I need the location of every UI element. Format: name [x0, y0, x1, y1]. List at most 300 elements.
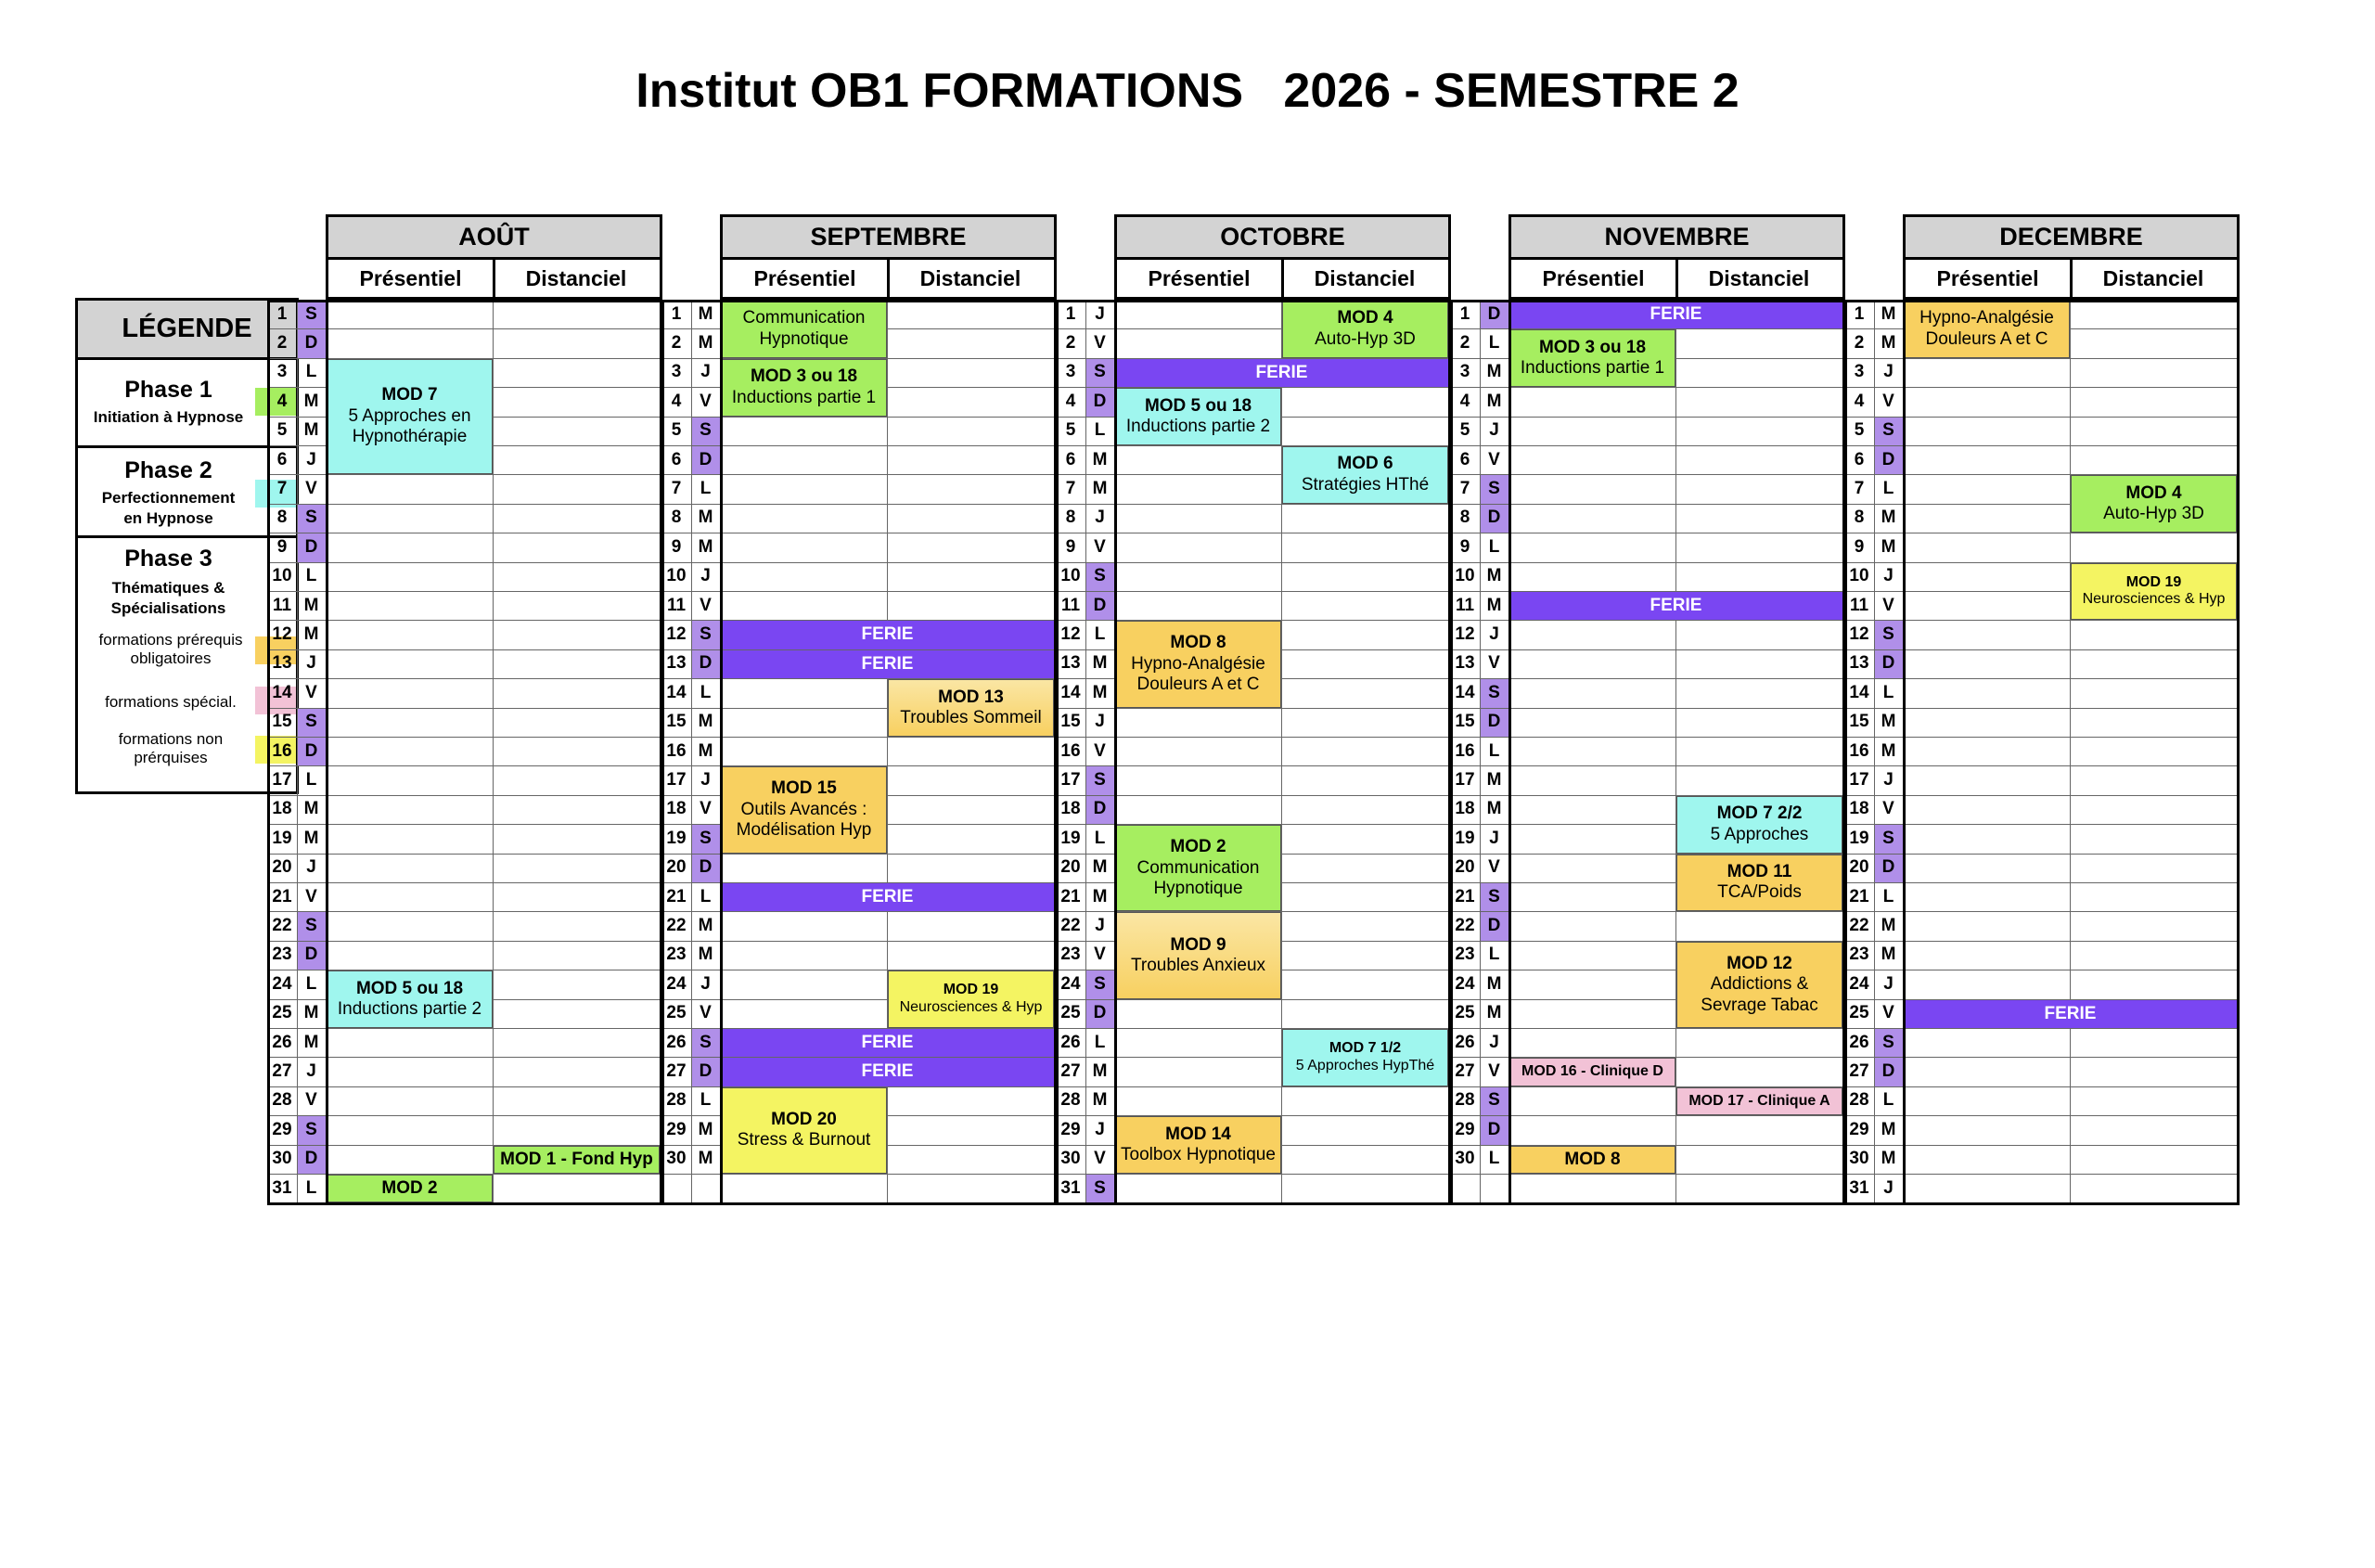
course-title: MOD 16 - Clinique D: [1521, 1063, 1663, 1080]
day-number: 3: [1459, 362, 1470, 382]
day-letter: D: [1487, 303, 1501, 324]
day-letter: D: [304, 945, 318, 965]
course-subtitle: 5 Approches HypThé: [1295, 1057, 1435, 1073]
day-number: 18: [272, 799, 292, 819]
day-letter: L: [700, 682, 712, 702]
day-number: 28: [1849, 1090, 1869, 1111]
day-number: 29: [666, 1119, 687, 1139]
day-letter: V: [1488, 1061, 1500, 1082]
day-number: 6: [1459, 449, 1470, 469]
day-number: 20: [1455, 857, 1475, 878]
ferie-label: FERIE: [1255, 362, 1308, 382]
legend-prerequis-label: [78, 631, 263, 668]
day-number: 23: [1060, 945, 1081, 965]
day-number: 1: [1065, 303, 1076, 324]
ferie-label: FERIE: [1650, 303, 1702, 324]
day-number: 16: [1849, 740, 1869, 761]
day-letter: L: [700, 479, 712, 499]
day-letter: M: [303, 1032, 319, 1052]
day-letter: D: [1093, 799, 1107, 819]
day-letter: L: [305, 1177, 317, 1198]
course-subtitle: Douleurs A et C: [1136, 675, 1260, 695]
day-letter: J: [306, 449, 316, 469]
day-number: 14: [666, 682, 687, 702]
day-number: 12: [272, 624, 292, 645]
course-subtitle: Inductions partie 2: [337, 999, 482, 1020]
legend-phase2-subtitle-1: Perfectionnement: [101, 489, 236, 507]
day-letter: L: [1488, 740, 1500, 761]
day-number: 4: [1854, 391, 1865, 411]
day-number: 13: [1455, 653, 1475, 674]
day-number: 15: [1849, 712, 1869, 732]
day-letter: M: [1092, 1090, 1108, 1111]
legend-phase3-subtitle-1: Thématiques &: [111, 579, 225, 597]
day-number: 25: [1455, 1003, 1475, 1023]
course-subtitle: Neurosciences & Hyp: [899, 999, 1043, 1016]
day-letter: S: [1488, 1090, 1500, 1111]
presentiel-header: Présentiel: [1114, 260, 1284, 300]
day-letter: L: [305, 566, 317, 586]
day-letter: D: [1093, 1003, 1107, 1023]
day-letter: M: [698, 1119, 713, 1139]
course-subtitle: Hypnotique: [759, 328, 849, 349]
day-letter: M: [1092, 682, 1108, 702]
day-number: 12: [1060, 624, 1081, 645]
day-number: 13: [272, 653, 292, 674]
day-number: 9: [1854, 536, 1865, 557]
day-number: 11: [666, 595, 687, 615]
day-number: 7: [1459, 479, 1470, 499]
day-letter: L: [700, 1090, 712, 1111]
day-number: 10: [666, 566, 687, 586]
day-number: 15: [1455, 712, 1475, 732]
day-letter: V: [1882, 799, 1894, 819]
course-title: MOD 4: [2125, 482, 2182, 503]
day-number: 11: [1060, 595, 1081, 615]
course-subtitle: Douleurs A et C: [1925, 328, 2048, 349]
course-title: MOD 19: [943, 982, 999, 998]
day-letter: M: [1881, 712, 1896, 732]
day-number: 5: [276, 420, 288, 441]
day-letter: L: [1094, 828, 1106, 848]
day-letter: D: [1487, 1119, 1501, 1139]
day-letter: M: [1486, 391, 1502, 411]
day-number: 7: [1065, 479, 1076, 499]
day-letter: J: [306, 653, 316, 674]
day-number: 2: [671, 333, 682, 353]
day-number: 29: [1849, 1119, 1869, 1139]
course-title: Communication: [742, 308, 866, 328]
day-letter: M: [1486, 566, 1502, 586]
day-letter: L: [1882, 886, 1894, 906]
month-columns-outline: [1508, 300, 1845, 1205]
day-number: 16: [666, 740, 687, 761]
day-letter: M: [698, 945, 713, 965]
day-letter: S: [700, 420, 712, 441]
day-number: 6: [1065, 449, 1076, 469]
day-letter: J: [1095, 1119, 1105, 1139]
day-number: 3: [671, 362, 682, 382]
day-number: 19: [1849, 828, 1869, 848]
day-number: 26: [1060, 1032, 1081, 1052]
day-number: 7: [276, 479, 288, 499]
day-letter: J: [1883, 973, 1894, 994]
day-letter: M: [698, 536, 713, 557]
day-number: 23: [1849, 945, 1869, 965]
day-letter: V: [305, 886, 317, 906]
day-letter: J: [1095, 712, 1105, 732]
course-title: MOD 3 ou 18: [1538, 337, 1647, 357]
course-title: MOD 1 - Fond Hyp: [500, 1149, 653, 1169]
ferie-label: FERIE: [2044, 1003, 2097, 1023]
day-letter: M: [1092, 886, 1108, 906]
day-letter: S: [700, 1032, 712, 1052]
month-header: AOÛT: [326, 214, 662, 260]
day-letter: L: [305, 770, 317, 790]
day-number: 9: [1459, 536, 1470, 557]
day-letter: J: [1489, 828, 1499, 848]
day-number: 22: [272, 916, 292, 936]
day-letter: M: [303, 799, 319, 819]
day-number: 10: [272, 566, 292, 586]
day-letter: D: [1881, 857, 1895, 878]
day-number: 24: [1060, 973, 1081, 994]
legend-heading: LÉGENDE: [78, 301, 296, 360]
day-number: 26: [1455, 1032, 1475, 1052]
day-letter: S: [1094, 973, 1106, 994]
day-number: 29: [1455, 1119, 1475, 1139]
day-letter: D: [699, 449, 712, 469]
day-letter: V: [1094, 333, 1106, 353]
course-title: MOD 20: [771, 1109, 837, 1129]
course-subtitle: Hypno-Analgésie: [1131, 653, 1265, 674]
day-letter: D: [699, 857, 712, 878]
day-letter: M: [1486, 1003, 1502, 1023]
legend-non-prerequis-label: [78, 730, 263, 767]
course-title: MOD 2: [381, 1177, 438, 1198]
ferie-label: FERIE: [1650, 595, 1702, 615]
course-title: MOD 4: [1337, 308, 1393, 328]
day-letter: M: [1881, 333, 1896, 353]
day-number: 28: [272, 1090, 292, 1111]
day-letter: J: [306, 857, 316, 878]
day-number: 23: [1455, 945, 1475, 965]
day-number: 18: [1849, 799, 1869, 819]
day-letter: J: [1489, 624, 1499, 645]
day-letter: L: [1882, 479, 1894, 499]
day-letter: S: [1882, 828, 1894, 848]
day-letter: S: [700, 828, 712, 848]
day-number: 1: [276, 303, 288, 324]
course-title: MOD 11: [1727, 862, 1792, 882]
day-letter: S: [1488, 479, 1500, 499]
day-letter: V: [1488, 653, 1500, 674]
day-number: 5: [1854, 420, 1865, 441]
day-number: 6: [1854, 449, 1865, 469]
day-number: 13: [1849, 653, 1869, 674]
day-number: 8: [671, 508, 682, 528]
ferie-label: FERIE: [861, 1061, 914, 1082]
day-number: 8: [276, 508, 288, 528]
day-number: 13: [1060, 653, 1081, 674]
month-columns-outline: [326, 300, 662, 1205]
day-letter: V: [305, 1090, 317, 1111]
day-number: 16: [272, 740, 292, 761]
course-subtitle: Sevrage Tabac: [1701, 995, 1818, 1015]
month-columns-outline: [720, 300, 1057, 1205]
day-number: 2: [1065, 333, 1076, 353]
day-letter: V: [700, 1003, 712, 1023]
course-subtitle: Auto-Hyp 3D: [2103, 504, 2204, 524]
legend-non-prerequis-line-1: formations non: [118, 730, 224, 748]
day-number: 9: [276, 536, 288, 557]
course-subtitle: Inductions partie 1: [1520, 358, 1665, 379]
day-letter: M: [1881, 740, 1896, 761]
day-letter: D: [304, 536, 318, 557]
day-letter: M: [1092, 857, 1108, 878]
course-subtitle: Communication: [1136, 857, 1260, 878]
day-letter: D: [1093, 595, 1107, 615]
day-letter: S: [1094, 362, 1106, 382]
day-number: 17: [666, 770, 687, 790]
day-letter: L: [1488, 333, 1500, 353]
course-subtitle: Neurosciences & Hyp: [2082, 591, 2226, 608]
day-letter: S: [1882, 1032, 1894, 1052]
month-header: OCTOBRE: [1114, 214, 1451, 260]
day-number: 6: [671, 449, 682, 469]
day-number: 30: [1849, 1149, 1869, 1169]
day-letter: J: [1095, 916, 1105, 936]
day-letter: J: [700, 973, 711, 994]
day-letter: J: [700, 362, 711, 382]
day-number: 5: [1459, 420, 1470, 441]
day-letter: J: [1883, 566, 1894, 586]
course-subtitle: Auto-Hyp 3D: [1315, 328, 1416, 349]
day-number: 17: [272, 770, 292, 790]
day-letter: S: [305, 303, 317, 324]
day-number: 4: [1459, 391, 1470, 411]
day-number: 4: [671, 391, 682, 411]
day-number: 11: [272, 595, 292, 615]
day-number: 14: [1849, 682, 1869, 702]
day-number: 3: [1065, 362, 1076, 382]
legend-special-label: formations spécial.: [105, 693, 237, 711]
day-letter: D: [304, 1149, 318, 1169]
day-number: 31: [272, 1177, 292, 1198]
day-number: 10: [1455, 566, 1475, 586]
day-letter: M: [303, 828, 319, 848]
day-number: 30: [272, 1149, 292, 1169]
day-letter: V: [1488, 857, 1500, 878]
day-number: 30: [1060, 1149, 1081, 1169]
day-number: 3: [1854, 362, 1865, 382]
day-number: 20: [1060, 857, 1081, 878]
day-number: 14: [272, 682, 292, 702]
legend-prerequis-line-2: obligatoires: [130, 649, 212, 668]
day-number: 18: [1060, 799, 1081, 819]
distanciel-header: Distanciel: [2070, 260, 2240, 300]
day-letter: M: [1486, 362, 1502, 382]
legend: [75, 298, 299, 794]
day-letter: M: [303, 595, 319, 615]
day-number: 22: [666, 916, 687, 936]
day-number: 23: [272, 945, 292, 965]
day-number: 11: [1455, 595, 1475, 615]
day-number: 20: [1849, 857, 1869, 878]
day-letter: V: [1488, 449, 1500, 469]
day-number: 12: [666, 624, 687, 645]
day-letter: M: [1881, 916, 1896, 936]
day-letter: S: [1488, 886, 1500, 906]
legend-phase2: [78, 448, 296, 538]
day-letter: D: [304, 740, 318, 761]
course-subtitle: Modélisation Hyp: [736, 820, 872, 841]
course-subtitle: 5 Approches: [1710, 824, 1809, 844]
day-number: 3: [276, 362, 288, 382]
course-subtitle: Outils Avancés :: [740, 799, 867, 819]
day-letter: J: [700, 770, 711, 790]
course-subtitle: Troubles Sommeil: [900, 708, 1042, 728]
day-number: 27: [1849, 1061, 1869, 1082]
day-letter: L: [1488, 945, 1500, 965]
day-letter: L: [1488, 1149, 1500, 1169]
day-letter: J: [1883, 362, 1894, 382]
day-number: 2: [276, 333, 288, 353]
day-number: 27: [666, 1061, 687, 1082]
legend-phase2-title: Phase 2: [124, 457, 212, 483]
day-letter: V: [305, 682, 317, 702]
day-number: 30: [666, 1149, 687, 1169]
day-letter: J: [1489, 420, 1499, 441]
course-title: MOD 12: [1727, 953, 1792, 973]
day-letter: M: [1486, 973, 1502, 994]
day-letter: M: [1881, 945, 1896, 965]
day-number: 27: [272, 1061, 292, 1082]
day-letter: L: [1094, 624, 1106, 645]
day-letter: M: [1881, 536, 1896, 557]
course-subtitle: Hypnothérapie: [352, 427, 468, 447]
day-number: 17: [1060, 770, 1081, 790]
day-number: 6: [276, 449, 288, 469]
day-letter: S: [1094, 770, 1106, 790]
day-number: 30: [1455, 1149, 1475, 1169]
day-number: 21: [272, 886, 292, 906]
day-number: 22: [1060, 916, 1081, 936]
day-number: 23: [666, 945, 687, 965]
day-letter: V: [1882, 391, 1894, 411]
day-number: 25: [1849, 1003, 1869, 1023]
day-letter: V: [1094, 740, 1106, 761]
day-number: 24: [1849, 973, 1869, 994]
legend-non-prerequis-line-2: prérquises: [134, 749, 208, 767]
day-letter: M: [698, 333, 713, 353]
day-number: 28: [666, 1090, 687, 1111]
presentiel-header: Présentiel: [1903, 260, 2073, 300]
day-letter: M: [1881, 1149, 1896, 1169]
day-number: 16: [1455, 740, 1475, 761]
day-number: 28: [1060, 1090, 1081, 1111]
presentiel-header: Présentiel: [1508, 260, 1678, 300]
day-letter: V: [700, 595, 712, 615]
day-letter: D: [699, 1061, 712, 1082]
day-number: 4: [276, 391, 288, 411]
course-subtitle: Addictions &: [1710, 974, 1809, 995]
month-columns-outline: [1114, 300, 1451, 1205]
course-title: MOD 19: [2125, 573, 2182, 590]
day-number: 29: [272, 1119, 292, 1139]
legend-prerequis-line-1: formations prérequis: [98, 631, 243, 649]
day-number: 24: [272, 973, 292, 994]
day-letter: J: [700, 566, 711, 586]
course-subtitle: TCA/Poids: [1717, 882, 1802, 903]
day-letter: M: [1486, 595, 1502, 615]
day-letter: L: [1094, 420, 1106, 441]
day-letter: L: [1882, 1090, 1894, 1111]
day-number: 15: [272, 712, 292, 732]
legend-phase1-subtitle: Initiation à Hypnose: [93, 408, 244, 426]
course-subtitle: Hypnotique: [1153, 878, 1243, 898]
day-number: 7: [671, 479, 682, 499]
day-letter: M: [1092, 653, 1108, 674]
day-letter: V: [1882, 1003, 1894, 1023]
day-number: 2: [1854, 333, 1865, 353]
day-number: 14: [1060, 682, 1081, 702]
day-letter: M: [1486, 770, 1502, 790]
day-letter: D: [1487, 508, 1501, 528]
day-letter: L: [305, 973, 317, 994]
day-number: 20: [666, 857, 687, 878]
course-title: MOD 14: [1165, 1124, 1231, 1144]
day-letter: D: [1487, 916, 1501, 936]
day-letter: S: [1094, 1177, 1106, 1198]
course-title: MOD 3 ou 18: [750, 366, 858, 387]
day-letter: M: [1881, 1119, 1896, 1139]
day-number: 28: [1455, 1090, 1475, 1111]
day-letter: M: [698, 916, 713, 936]
course-title: Hypno-Analgésie: [1919, 308, 2054, 328]
day-letter: D: [1093, 391, 1107, 411]
course-title: MOD 8: [1564, 1149, 1621, 1169]
day-number: 26: [272, 1032, 292, 1052]
legend-phase3-subtitle-2: Spécialisations: [110, 599, 226, 617]
day-letter: M: [1881, 508, 1896, 528]
day-number: 16: [1060, 740, 1081, 761]
course-title: MOD 15: [771, 778, 837, 799]
day-letter: J: [1883, 770, 1894, 790]
day-number: 8: [1459, 508, 1470, 528]
day-number: 9: [671, 536, 682, 557]
day-number: 19: [1455, 828, 1475, 848]
day-letter: M: [698, 303, 713, 324]
course-subtitle: 5 Approches en: [348, 405, 471, 426]
course-title: MOD 2: [1170, 837, 1226, 857]
day-number: 24: [666, 973, 687, 994]
day-number: 4: [1065, 391, 1076, 411]
presentiel-header: Présentiel: [326, 260, 495, 300]
day-letter: M: [1486, 799, 1502, 819]
day-number: 24: [1455, 973, 1475, 994]
course-title: MOD 6: [1337, 454, 1393, 474]
day-letter: V: [305, 479, 317, 499]
day-number: 21: [1455, 886, 1475, 906]
day-number: 1: [1854, 303, 1865, 324]
course-title: MOD 9: [1170, 934, 1226, 955]
day-letter: L: [305, 362, 317, 382]
day-number: 12: [1455, 624, 1475, 645]
day-letter: J: [1095, 508, 1105, 528]
day-number: 5: [671, 420, 682, 441]
day-letter: S: [305, 1119, 317, 1139]
